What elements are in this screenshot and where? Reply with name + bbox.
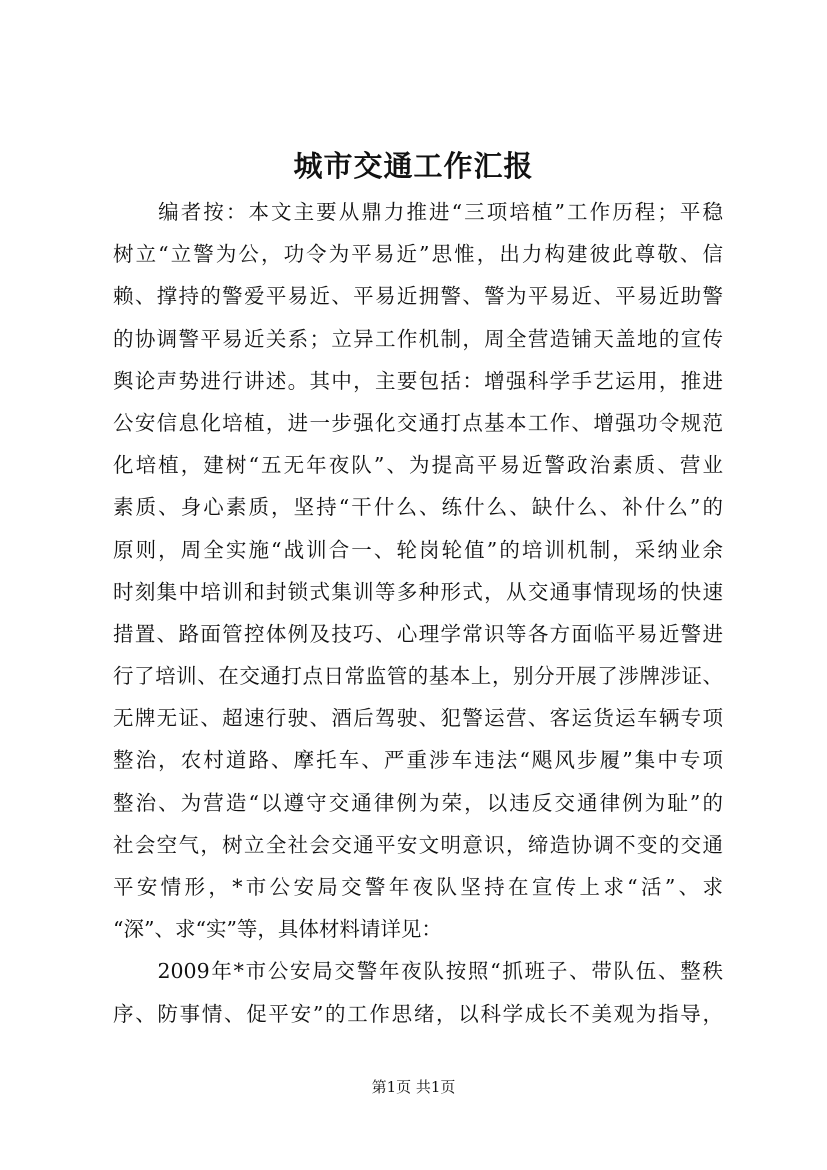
body-line: 整治，农村道路、摩托车、严重涉车违法“飓风步履”集中专项 (113, 748, 723, 773)
body-line: 原则，周全实施“战训合一、轮岗轮值”的培训机制，采纳业余 (113, 537, 723, 562)
body-line: 无牌无证、超速行驶、酒后驾驶、犯警运营、客运货运车辆专项 (113, 706, 723, 731)
body-line: 序、防事情、促平安”的工作思绪，以科学成长不美观为指导， (113, 1001, 723, 1026)
page-footer: 第1页 共1页 (371, 1078, 456, 1096)
body-line: 素质、身心素质，坚持“干什么、练什么、缺什么、补什么”的 (113, 495, 723, 520)
body-line: 的协调警平易近关系；立异工作机制，周全营造铺天盖地的宣传 (113, 326, 723, 351)
body-line: “深”、求“实”等，具体材料请详见： (113, 917, 442, 942)
body-line: 舆论声势进行讲述。其中，主要包括：增强科学手艺运用，推进 (113, 368, 723, 393)
document-title: 城市交通工作汇报 (293, 149, 534, 183)
body-line: 措置、路面管控体例及技巧、心理学常识等各方面临平易近警进 (113, 621, 723, 646)
body-line: 时刻集中培训和封锁式集训等多种形式，从交通事情现场的快速 (113, 579, 723, 604)
body-line: 赖、撑持的警爱平易近、平易近拥警、警为平易近、平易近助警 (113, 284, 723, 309)
body-line: 行了培训、在交通打点日常监管的基本上，别分开展了涉牌涉证、 (113, 664, 723, 689)
body-line: 编者按：本文主要从鼎力推进“三项培植”工作历程；平稳 (113, 200, 723, 224)
document-body (113, 191, 723, 1035)
body-line: 社会空气，树立全社会交通平安文明意识，缔造协调不变的交通 (113, 832, 723, 857)
body-line: 树立“立警为公，功令为平易近”思惟，出力构建彼此尊敬、信 (113, 242, 723, 267)
body-line: 平安情形，*市公安局交警年夜队坚持在宣传上求“活”、求 (113, 875, 723, 899)
body-line: 化培植，建树“五无年夜队”、为提高平易近警政治素质、营业 (113, 453, 723, 478)
body-line: 2009年*市公安局交警年夜队按照“抓班子、带队伍、整秩 (113, 959, 723, 984)
body-line: 整治、为营造“以遵守交通律例为荣，以违反交通律例为耻”的 (113, 790, 723, 815)
body-line: 公安信息化培植，进一步强化交通打点基本工作、增强功令规范 (113, 410, 723, 435)
